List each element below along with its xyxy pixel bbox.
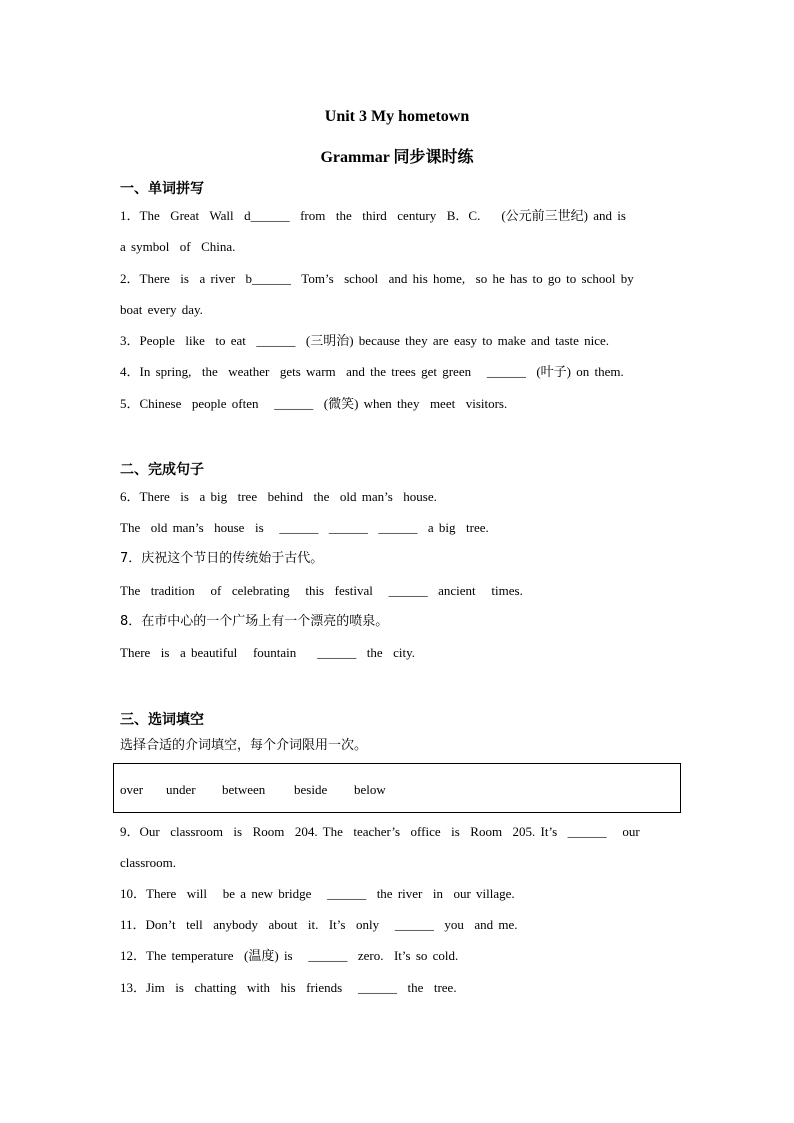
question-5: 5．Chinese people often ______ (微笑) when they meet visitors.	[120, 396, 508, 411]
word-bank-word: below	[354, 782, 386, 797]
word-bank-word: over	[120, 782, 144, 797]
question-10: 10．There will be a new bridge ______ the river in our village.	[120, 886, 515, 901]
question-3: 3．People like to eat ______ (三明治) because they are easy to make and taste nice.	[120, 333, 610, 348]
question-13: 13．Jim is chatting with his friends ______ the tree.	[120, 980, 457, 995]
question-4: 4．In spring, the weather gets warm and the trees get green ______ (叶子) on them.	[120, 364, 624, 379]
question-2-line-2: boat every day.	[120, 302, 203, 317]
document-title: Unit 3 My hometown	[324, 108, 470, 125]
question-1-line-2: a symbol of China.	[120, 239, 236, 254]
question-9-line-2: classroom.	[120, 855, 176, 870]
question-9-line-1: 9．Our classroom is Room 204. The teacher’s office is Room 205. It’s ______ our	[120, 824, 640, 839]
question-11: 11．Don’t tell anybody about it. It’s only ______ you and me.	[120, 917, 518, 932]
section1-heading: 一、单词拼写	[120, 181, 204, 197]
section3-instruction: 选择合适的介词填空，每个介词限用一次。	[120, 738, 368, 753]
question-6-line-1: 6．There is a big tree behind the old man’s house.	[120, 489, 437, 504]
question-8-line-2: There is a beautiful fountain ______ the city.	[120, 645, 416, 660]
section2-heading: 二、完成句子	[120, 462, 204, 478]
question-7-line-1: 7．庆祝这个节日的传统始于古代。	[120, 551, 324, 566]
question-6-line-2: The old man’s house is ______ ______ ______ a big tree.	[120, 520, 489, 535]
word-bank-box	[113, 763, 681, 813]
question-2-line-1: 2．There is a river b______ Tom’s school and his home, so he has to go to school by	[120, 271, 634, 286]
question-7-line-2: The tradition of celebrating this festival ______ ancient times.	[120, 583, 523, 598]
document-subtitle: Grammar 同步课时练	[320, 149, 474, 166]
section3-heading: 三、选词填空	[120, 712, 204, 728]
question-8-line-1: 8．在市中心的一个广场上有一个漂亮的喷泉。	[120, 614, 389, 629]
word-bank-word: under	[166, 782, 196, 797]
question-1-line-1: 1．The Great Wall d______ from the third century B．C. (公元前三世纪) and is	[120, 208, 626, 223]
question-12: 12．The temperature (温度) is ______ zero. It’s so cold.	[120, 948, 459, 963]
word-bank-word: beside	[294, 782, 328, 797]
word-bank-word: between	[222, 782, 266, 797]
